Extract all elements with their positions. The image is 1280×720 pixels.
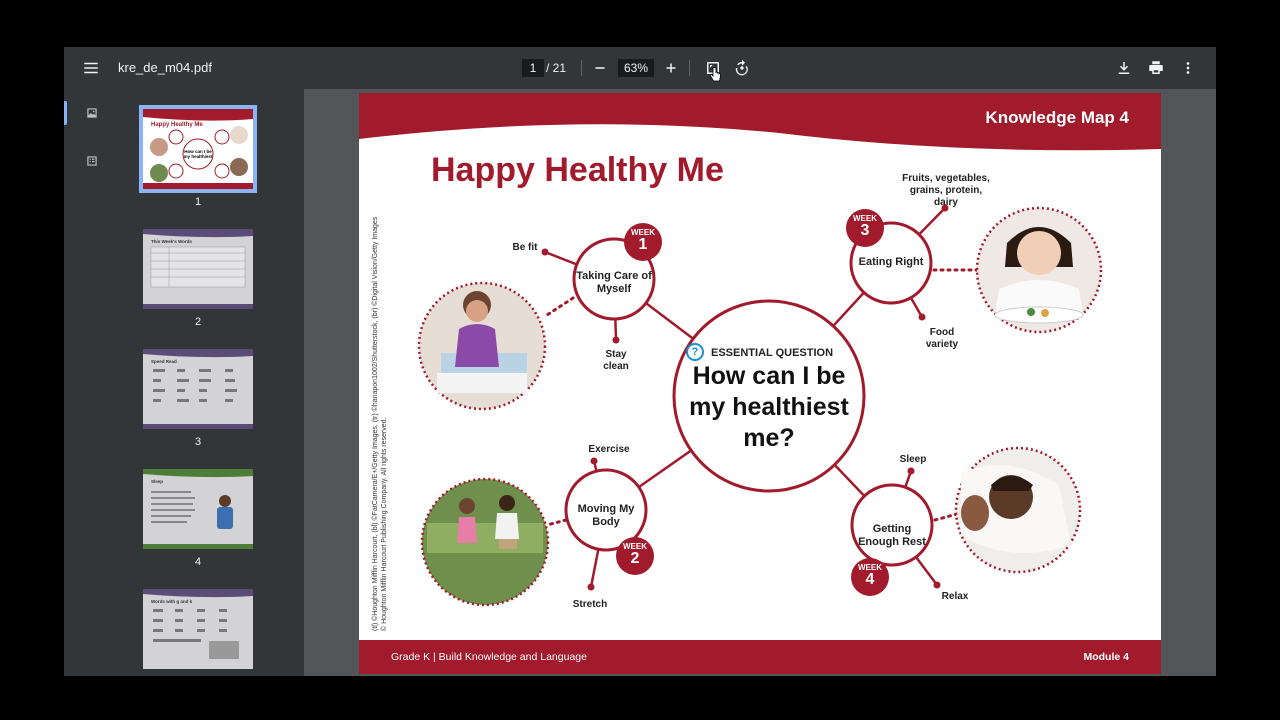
thumbnail-number: 4 [194, 556, 202, 568]
photo-girl-washing-hands [419, 283, 545, 409]
node-label-week2: Moving My Body [577, 503, 635, 528]
cursor-hand-icon [708, 67, 722, 83]
detail-label: Exercise [588, 444, 630, 455]
photo-kids-running [422, 479, 548, 605]
footer-left: Grade K | Build Knowledge and Language [391, 651, 587, 663]
thumbnails-icon[interactable] [82, 103, 102, 123]
thumbnail-preview [143, 229, 253, 309]
photo-girl-eating [977, 208, 1101, 332]
sidebar-icon-strip [64, 89, 120, 676]
credits-line: © Houghton Mifflin Harcourt Publishing Company. All rights reserved. [381, 417, 388, 631]
detail-label: Stretch [572, 599, 608, 610]
menu-icon[interactable] [77, 54, 105, 82]
footer-right: Module 4 [1083, 651, 1129, 663]
thumbnail-number: 2 [194, 316, 202, 328]
dotted-connector [547, 520, 566, 525]
detail-label: Relax [941, 591, 969, 602]
print-icon[interactable] [1142, 54, 1170, 82]
svg-text:Happy Healthy Me: Happy Healthy Me [151, 122, 203, 128]
dotted-connector [547, 298, 573, 315]
page-footer [359, 640, 1161, 674]
thumbnail-title: Words with g and k [151, 599, 193, 604]
essential-question: How can I be my healthiest me? [689, 362, 849, 452]
node-label-week4: Getting Enough Rest [858, 523, 926, 548]
pdf-viewer [64, 47, 1216, 676]
zoom-input[interactable]: 63% [618, 59, 654, 77]
download-icon[interactable] [1110, 54, 1138, 82]
zoom-in-button[interactable] [657, 54, 685, 82]
week-badge: WEEK 2 [616, 537, 654, 575]
outline-icon[interactable] [82, 151, 102, 171]
detail-label: Fruits, vegetables, grains, protein, dairy [902, 173, 990, 208]
toolbar [64, 47, 1216, 89]
divider [581, 60, 582, 76]
week-badge: WEEK 4 [851, 558, 889, 596]
rotate-icon[interactable] [728, 54, 756, 82]
svg-text:my healthiest: my healthiest [183, 154, 213, 159]
node-label-week3: Eating Right [858, 256, 924, 268]
detail-label: Be fit [512, 242, 538, 253]
week-badge: WEEK 3 [846, 209, 884, 247]
thumbnail-preview [143, 109, 253, 189]
thumbnail-page-1[interactable] [143, 109, 253, 189]
page-number-input[interactable]: 1 [522, 59, 544, 77]
thumbnail-page-4[interactable] [143, 469, 253, 549]
thumbnail-title: Speed Read [151, 359, 177, 364]
thumbnail-number: 1 [194, 196, 202, 208]
thumbnail-preview [143, 349, 253, 429]
divider [689, 60, 690, 76]
page-total: / 21 [546, 61, 567, 75]
thumbnail-page-3[interactable] [143, 349, 253, 429]
thumbnail-title: This Week's Words [151, 239, 192, 244]
week-badge: WEEK 1 [624, 223, 662, 261]
thumbnail-page-5[interactable] [143, 589, 253, 669]
photo-boy-sleeping [956, 448, 1080, 572]
credits-line: (tl) ©Houghton Mifflin Harcourt, (bl) ©FatCamera/E+/Getty Images, (tr) ©hanapon1002/Shutterstock, (br) ©Digital Vision/Getty Images [372, 216, 379, 631]
detail-label: Stay clean [603, 349, 629, 372]
more-options-icon[interactable] [1174, 54, 1202, 82]
thumbnail-page-2[interactable] [143, 229, 253, 309]
question-icon: ? [686, 343, 704, 361]
detail-label: Sleep [899, 454, 927, 465]
pdf-page [359, 93, 1161, 674]
header-title: Knowledge Map 4 [985, 108, 1129, 127]
detail-label: Food variety [925, 327, 959, 350]
thumbnail-title: Sleep [151, 479, 164, 484]
zoom-out-button[interactable] [586, 54, 614, 82]
svg-text:How can I be: How can I be [184, 149, 212, 154]
thumbnail-sidebar [64, 89, 304, 676]
file-name: kre_de_m04.pdf [118, 60, 212, 75]
essential-question-label: ESSENTIAL QUESTION [711, 347, 834, 359]
page-title: Happy Healthy Me [431, 151, 724, 189]
active-indicator [64, 101, 67, 125]
thumbnail-preview [143, 589, 253, 669]
thumbnail-number: 3 [194, 436, 202, 448]
node-label-week1: Taking Care of Myself [576, 270, 652, 295]
thumbnail-preview [143, 469, 253, 549]
